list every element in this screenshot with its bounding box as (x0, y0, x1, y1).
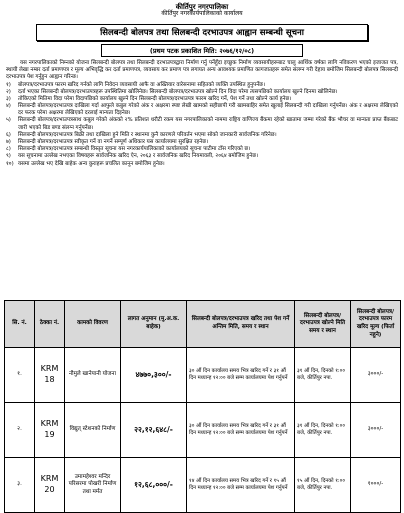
clause-6 (6, 132, 398, 139)
notice-body (6, 60, 398, 168)
cell-fee: ३०००/- (351, 348, 401, 403)
cell-work: उमामहेश्वर मन्दिर परिसरमा पोखरी निर्माण तथा मर्मत (65, 458, 121, 513)
clause-5 (6, 117, 398, 131)
code-number: 18 (44, 375, 55, 384)
cell-sn: १. (5, 348, 35, 403)
code-prefix: KRM (40, 419, 59, 429)
publish-date: (प्रथम पटक प्रकाशित मिति: २०७६/१२/०८) (101, 44, 303, 57)
notice-title: सिलबन्दी बोलपत्र तथा सिलबन्दी दरभाउपत्र आह्वान सम्बन्धी सूचना (36, 24, 368, 41)
code-prefix: KRM (40, 364, 59, 374)
office-name: कीर्तिपुर नगरपालिका (175, 3, 229, 11)
clause-text: सिलबन्दी बोलपत्र/दरभाउपत्र स्वीकृत गर्ने वा नगर्ने सम्पूर्ण अधिकार यस कार्यालयमा सुरक्षित रहनेछ। (18, 139, 209, 145)
clause-text: सिलबन्दी बोलपत्र/दरभाउपत्रसाथ कबुल गरेको अंकको २% प्रतिशत धरौटी रकम यस नगरपालिकाको नाममा राष्ट्रिय वाणिज्य बैंकमा रहेको खातामा जम्मा गरेको बैंक भौचर वा मान्यता प्राप्त बैंकबाट जारी भएको बिड बण्ड संलग्न गर्नुपर्नेछ। (18, 117, 398, 131)
cell-open: ३१ औं दिन, दिनको १:०० बजे, कीर्तिपुर नपा. (295, 348, 351, 403)
clause-text: यस सूचनामा उल्लेख नभएका विषयहरू सार्वजनिक खरिद ऐन, २०६३ र सार्वजनिक खरिद नियमावली, २०६४ बमोजिम हुनेछ। (18, 153, 259, 160)
letterhead (6, 3, 398, 18)
col-header-fee: सिलबन्दी बोलपत्र/दरभाउपत्र फारम खरिद मूल्य (फिर्ता नहुने) (351, 301, 401, 348)
cell-buy: १४ औं दिन कार्यालय समय भित्र खरिद गर्ने र १५ औं दिन मध्यान्ह १२:०० बजे सम्म कार्यालयमा पेश गर्नुपर्ने (187, 458, 295, 513)
col-header-cost: लागत अनुमान (मु.अ.क. बाहेक) (121, 301, 187, 348)
code-prefix: KRM (40, 474, 59, 484)
clause-9 (6, 153, 398, 160)
cell-sn: २. (5, 403, 35, 458)
tender-table (4, 300, 401, 513)
clause-10 (6, 161, 398, 168)
col-header-code: ठेक्का नं. (35, 301, 65, 348)
clause-number: ९) (6, 153, 11, 160)
col-header-open: सिलबन्दी बोलपत्र/दरभाउपत्र खोल्ने मिति समय र स्थान (295, 301, 351, 348)
cell-code (35, 348, 65, 403)
cell-open: ३१ औं दिन, दिनको १:०० बजे, कीर्तिपुर नपा. (295, 403, 351, 458)
code-number: 20 (44, 485, 55, 494)
clause-number: ३) (6, 95, 11, 102)
clause-1 (6, 82, 398, 89)
table-row (5, 348, 401, 403)
intro-paragraph: यस नगरपालिकाको निम्नको योजना सिलबन्दी बोलपत्र तथा सिलबन्दी दरभाउपत्रद्वारा निर्माण गर्नु पर्नेहुँदा इच्छुक निर्माण व्यवसायीहरूबाट चालु आर्थिक वर्षका लागि नविकरण भएको इजाजत पत्र, स्थायी लेखा नम्बर दर्ता प्रमाणपत्र र मूल्य अभिवृद्धि कर दर्ता प्रमाणपत्र, व्यवसाय कर प्रमाण पत्र लगायत अन्य आवश्यक प्रमाणित कागजातहरू समेत संलग्न गरी देहाय बमोजिम सिलबन्दी बोलपत्र सिलबन्दी दरभाउपत्र पेश गर्नुहुन आह्वान गरिन्छ। (6, 59, 398, 81)
cell-fee: ३०००/- (351, 403, 401, 458)
cell-code (35, 458, 65, 513)
clause-text: यसमा उल्लेख भए देखि बाहेक अन्य कुराहरू प्रचलित कानून बमोजिम हुनेछ। (18, 160, 165, 167)
clause-number: १) (6, 81, 11, 88)
clause-text: बोलपत्र/दरभाउपत्र फारम खरिद गर्नको लागि निवेदन व्यवसायी आफै वा अख्तियार वारेसनामा सहितको व्यक्ति उपस्थित हुनुपर्नेछ। (18, 81, 266, 88)
clause-text: दर्ता भएका सिलबन्दी बोलपत्र/दरभाउपत्रहरू उपस्थितिमा खोलिनेछ। सिलबन्दी बोलपत्र/दरभाउपत्र खोल्ने दिन विदा परेमा त्यसपछिको कार्यालय खुल्ने दिनमा खोलिनेछ। (18, 88, 338, 95)
cell-cost: २२,१२,६४८/- (121, 403, 187, 458)
clause-3 (6, 96, 398, 103)
office-subtitle: कीर्तिपुर नगरकार्यपालिकाको कार्यालय (161, 10, 243, 18)
clause-text: तोकिएको मितिमा विदा परेमा विदापछिको कार्यालय खुल्ने दिन सिलबन्दी बोलपत्र/दरभाउपत्र फारम खरिद गर्ने, पेश गर्ने तथा खोल्ने कार्य हुनेछ। (18, 95, 292, 102)
clause-text: सिलबन्दी बोलपत्र/दरभाउपत्र बिक्री तथा दाखिला हुने मिति र स्थानमा कुनै कारणले परिवर्तन भएमा सोको जानकारी सार्वजनिक गरिनेछ। (18, 131, 277, 138)
cell-code (35, 403, 65, 458)
cell-work: विद्युत् स्टेशनको निर्माण (65, 403, 121, 458)
cell-open: १५ औं दिन, दिनको १:०० बजे, कीर्तिपुर नपा. (295, 458, 351, 513)
col-header-sn: सि. नं. (5, 301, 35, 348)
cell-fee: १०००/- (351, 458, 401, 513)
clause-number: ५) (6, 117, 11, 124)
clause-number: ६) (6, 131, 11, 138)
table-row (5, 403, 401, 458)
code-number: 19 (44, 430, 55, 439)
cell-buy: ३० औं दिन कार्यालय समय भित्र खरिद गर्ने र ३१ औं दिन मध्यान्ह १२:०० बजे सम्म कार्यालयमा पेश गर्नुपर्ने (187, 403, 295, 458)
cell-sn: ३. (5, 458, 35, 513)
clause-number: ४) (6, 103, 11, 110)
col-header-work: कामको विवरण (65, 301, 121, 348)
cell-cost: ४७७०,३००/- (121, 348, 187, 403)
clause-number: २) (6, 88, 11, 95)
clause-text: सिलबन्दी बोलपत्र/दरभाउपत्र दाखिला गर्दा आफुले कबुल गरेको अंक र अक्षरमा स्पष्ट लेखी खामको सहीछापी गरी खामबाहिर समेत खुलाई सिलबन्दी गरी दाखिला गर्नुपर्नेछ। अंक र अक्षरमा लेखिएको दर फरक परेमा अक्षरमा लेखिएको दरलाई मान्यता दिइनेछ। (18, 103, 398, 117)
clause-text: सिलबन्दी बोलपत्र/दरभाउपत्र सम्बन्धी विस्तृत सूचना यस नगरकार्यपालिकाको कार्यालयको सूचना पाटीमा टाँस गरिएको छ। (18, 146, 251, 153)
clause-number: ७) (6, 139, 11, 145)
clause-number: १०) (6, 160, 14, 167)
table-header-row (5, 301, 401, 348)
cell-work: नौमुले खानेपानी योजना (65, 348, 121, 403)
col-header-buy: सिलबन्दी बोलपत्र/दरभाउपत्र खरिद तथा पेश गर्ने अन्तिम मिति, समय र स्थान (187, 301, 295, 348)
table-row (5, 458, 401, 513)
cell-buy: ३० औं दिन कार्यालय समय भित्र खरिद गर्ने र ३१ औं दिन मध्यान्ह १२:०० बजे सम्म कार्यालयमा पेश गर्नुपर्ने (187, 348, 295, 403)
cell-cost: १२,६८,०००/- (121, 458, 187, 513)
clause-4 (6, 103, 398, 117)
clause-number: ८) (6, 146, 11, 153)
clause-2 (6, 89, 398, 96)
